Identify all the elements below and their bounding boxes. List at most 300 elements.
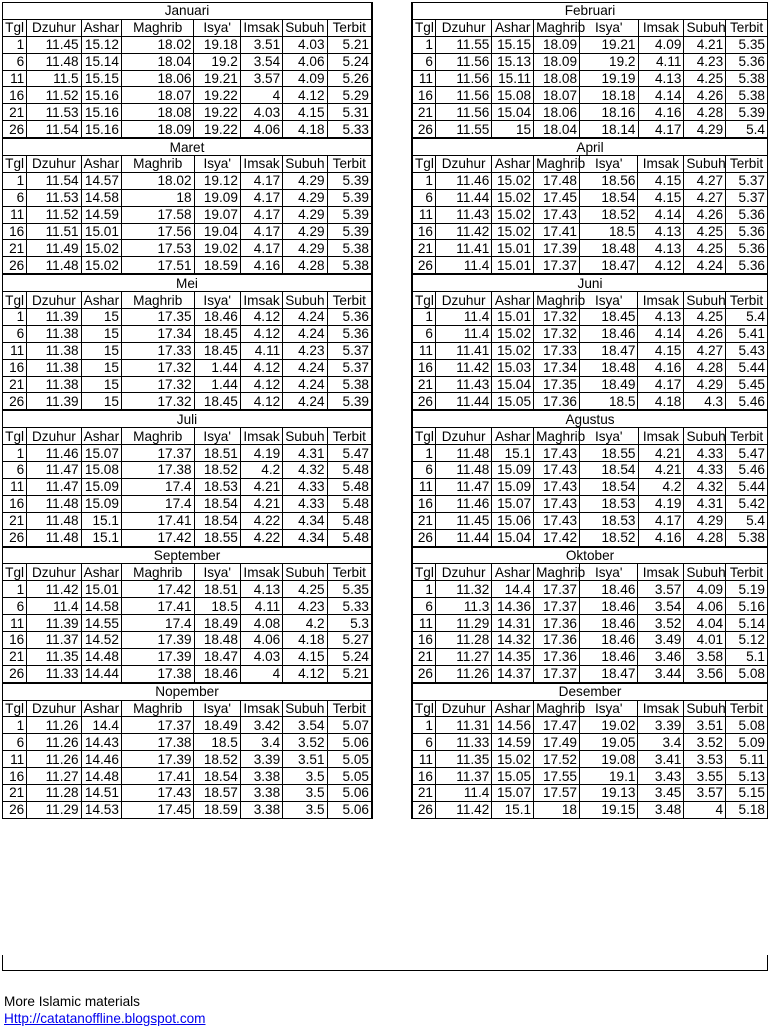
table-cell: 11.46 (435, 172, 491, 189)
column-header: Terbit (726, 428, 768, 445)
table-cell: 18.14 (580, 121, 638, 138)
table-cell: 5.36 (726, 240, 768, 257)
table-row (413, 257, 768, 274)
table-cell: 17.37 (534, 257, 580, 274)
table-cell: 15.13 (492, 53, 534, 70)
table-cell: 4.29 (684, 512, 726, 529)
column-gap (372, 410, 412, 546)
table-cell: 15.04 (492, 376, 534, 393)
table-cell: 4.17 (240, 206, 282, 223)
table-cell: 19.21 (194, 70, 240, 87)
table-cell: 19.02 (194, 240, 240, 257)
table-row (3, 36, 372, 53)
table-cell: 4.2 (283, 615, 327, 632)
table-cell: 18 (534, 801, 580, 818)
table-cell: 17.43 (534, 206, 580, 223)
table-cell: 17.41 (534, 223, 580, 240)
table-cell: 21 (413, 240, 436, 257)
table-cell: 17.33 (534, 342, 580, 359)
table-cell: 5.08 (726, 665, 768, 682)
table-cell: 15.15 (81, 70, 121, 87)
table-cell: 4.32 (684, 478, 726, 495)
table-cell: 3.5 (283, 801, 327, 818)
table-cell: 11.55 (435, 121, 491, 138)
table-cell: 19.18 (194, 36, 240, 53)
table-row (413, 87, 768, 104)
table-cell: 4.2 (240, 462, 282, 479)
table-cell: 5.21 (327, 36, 371, 53)
column-gap (372, 2, 412, 138)
table-row (413, 751, 768, 768)
table-cell: 11.4 (435, 257, 491, 274)
table-cell: 11.47 (27, 478, 81, 495)
table-cell: 3.57 (684, 784, 726, 801)
table-cell: 4.28 (283, 257, 327, 274)
table-row (3, 598, 372, 615)
table-cell: 15.06 (492, 512, 534, 529)
table-cell: 17.32 (121, 393, 194, 410)
table-cell: 11.28 (435, 631, 491, 648)
table-cell: 6 (413, 734, 436, 751)
table-cell: 15.02 (492, 189, 534, 206)
footer-link[interactable]: Http://catatanoffline.blogspot.com (4, 1011, 206, 1026)
table-cell: 16 (3, 223, 27, 240)
column-header: Terbit (726, 564, 768, 581)
column-header: Isya' (580, 19, 638, 36)
table-cell: 1 (413, 172, 436, 189)
table-cell: 6 (413, 598, 436, 615)
table-cell: 21 (413, 376, 436, 393)
month-block (2, 547, 372, 683)
table-cell: 17.53 (121, 240, 194, 257)
table-cell: 16 (3, 768, 27, 785)
table-row (3, 172, 372, 189)
table-cell: 4.24 (684, 257, 726, 274)
table-cell: 11 (413, 751, 436, 768)
table-cell: 19.21 (580, 36, 638, 53)
column-gap (372, 683, 412, 819)
column-header: Tgl (413, 292, 436, 309)
table-cell: 4.12 (240, 325, 282, 342)
table-cell: 18.45 (194, 325, 240, 342)
table-cell: 21 (413, 648, 436, 665)
table-row (413, 70, 768, 87)
column-header: Terbit (327, 156, 371, 173)
table-row (3, 512, 372, 529)
table-cell: 5.24 (327, 648, 371, 665)
table-cell: 15.01 (492, 240, 534, 257)
table-cell: 5.14 (726, 615, 768, 632)
column-header: Isya' (194, 292, 240, 309)
table-cell: 4.13 (638, 240, 684, 257)
table-cell: 4.18 (283, 631, 327, 648)
table-cell: 18.54 (580, 462, 638, 479)
table-cell: 15.1 (81, 512, 121, 529)
table-cell: 18.49 (194, 717, 240, 734)
column-header: Tgl (413, 564, 436, 581)
table-cell: 17.37 (534, 581, 580, 598)
table-cell: 11 (3, 206, 27, 223)
table-cell: 4.06 (283, 53, 327, 70)
table-cell: 3.51 (240, 36, 282, 53)
table-cell: 4.23 (283, 342, 327, 359)
column-header: Tgl (3, 700, 27, 717)
column-header: Subuh (283, 156, 327, 173)
table-cell: 5.13 (726, 768, 768, 785)
table-cell: 6 (3, 598, 27, 615)
table-cell: 18.55 (194, 529, 240, 546)
table-cell: 5.33 (327, 121, 371, 138)
table-cell: 5.33 (327, 598, 371, 615)
table-cell: 4.14 (638, 325, 684, 342)
table-cell: 18.46 (579, 598, 637, 615)
month-block (412, 2, 768, 138)
table-cell: 11.26 (435, 665, 491, 682)
table-row (3, 768, 372, 785)
table-cell: 4.09 (684, 581, 726, 598)
table-cell: 17.48 (534, 172, 580, 189)
month-table (2, 274, 372, 410)
column-header: Subuh (684, 564, 726, 581)
table-cell: 4.34 (283, 512, 327, 529)
table-cell: 4.23 (684, 53, 726, 70)
column-gap (372, 138, 412, 274)
month-table (2, 410, 372, 546)
table-row (413, 598, 768, 615)
table-cell: 5.39 (327, 172, 371, 189)
table-cell: 11.48 (27, 529, 81, 546)
table-cell: 3.5 (283, 784, 327, 801)
column-header: Terbit (726, 292, 768, 309)
month-title: April (413, 139, 768, 156)
table-cell: 5.42 (726, 495, 768, 512)
column-header: Ashar (492, 19, 534, 36)
table-cell: 5.48 (327, 462, 371, 479)
table-cell: 5.44 (726, 359, 768, 376)
table-cell: 19.22 (194, 87, 240, 104)
table-cell: 4.12 (638, 257, 684, 274)
table-cell: 5.1 (726, 648, 768, 665)
table-cell: 19.22 (194, 104, 240, 121)
table-cell: 11.47 (27, 462, 81, 479)
table-cell: 5.09 (726, 734, 768, 751)
table-cell: 19.22 (194, 121, 240, 138)
table-cell: 4.24 (283, 309, 327, 326)
table-cell: 5.41 (726, 325, 768, 342)
table-cell: 11.55 (435, 36, 491, 53)
table-cell: 3.38 (240, 784, 282, 801)
table-cell: 21 (413, 104, 436, 121)
table-cell: 3.53 (684, 751, 726, 768)
table-cell: 18.47 (579, 342, 637, 359)
table-row (413, 393, 768, 410)
table-cell: 11 (3, 70, 27, 87)
table-cell: 17.38 (121, 665, 194, 682)
table-cell: 11.48 (27, 53, 81, 70)
table-cell: 4.12 (240, 393, 282, 410)
table-cell: 17.42 (121, 581, 194, 598)
column-header: Dzuhur (27, 156, 81, 173)
column-header: Ashar (81, 156, 121, 173)
table-cell: 3.54 (240, 53, 282, 70)
month-table (412, 2, 768, 138)
table-cell: 15.1 (492, 445, 534, 462)
table-cell: 11.44 (435, 189, 491, 206)
table-cell: 4.15 (283, 648, 327, 665)
footer (4, 993, 206, 1027)
table-cell: 17.43 (534, 478, 580, 495)
table-row (3, 445, 372, 462)
table-cell: 3.44 (638, 665, 684, 682)
table-cell: 15.08 (81, 462, 121, 479)
table-cell: 5.37 (726, 172, 768, 189)
table-row (413, 376, 768, 393)
table-cell: 11.47 (435, 478, 491, 495)
table-cell: 14.37 (492, 665, 534, 682)
table-cell: 18.48 (579, 240, 637, 257)
table-cell: 17.42 (121, 529, 194, 546)
table-cell: 17.4 (121, 478, 194, 495)
column-header: Ashar (81, 19, 121, 36)
table-row (3, 70, 372, 87)
table-cell: 1 (3, 445, 27, 462)
table-cell: 11.39 (27, 615, 81, 632)
table-cell: 3.46 (638, 648, 684, 665)
column-header: Dzuhur (27, 700, 81, 717)
table-row (3, 223, 372, 240)
table-cell: 21 (3, 648, 27, 665)
month-title: Oktober (413, 547, 768, 564)
table-cell: 11.52 (27, 87, 81, 104)
table-cell: 15.07 (492, 495, 534, 512)
table-cell: 15.01 (81, 223, 121, 240)
table-cell: 18.07 (534, 87, 580, 104)
table-cell: 14.57 (81, 172, 121, 189)
table-cell: 3.57 (638, 581, 684, 598)
table-cell: 11.4 (435, 784, 491, 801)
table-cell: 17.41 (121, 512, 194, 529)
column-header: Isya' (194, 700, 240, 717)
table-cell: 18.08 (121, 104, 194, 121)
table-cell: 3.57 (240, 70, 282, 87)
table-cell: 17.34 (121, 325, 194, 342)
table-cell: 5.48 (327, 495, 371, 512)
table-cell: 11.38 (27, 376, 81, 393)
table-cell: 4.29 (684, 121, 726, 138)
table-cell: 5.06 (327, 734, 371, 751)
table-cell: 14.44 (81, 665, 121, 682)
table-cell: 15.1 (81, 529, 121, 546)
table-cell: 3.52 (283, 734, 327, 751)
table-cell: 4.27 (684, 342, 726, 359)
column-header: Subuh (283, 292, 327, 309)
table-cell: 4.33 (684, 445, 726, 462)
table-cell: 17.38 (121, 462, 194, 479)
table-row (413, 495, 768, 512)
table-cell: 16 (413, 768, 436, 785)
column-header: Dzuhur (27, 428, 81, 445)
table-cell: 18.02 (121, 172, 194, 189)
table-cell: 4.22 (240, 529, 282, 546)
table-cell: 6 (413, 53, 436, 70)
month-table (2, 138, 372, 274)
table-cell: 18.5 (194, 598, 240, 615)
table-row (413, 359, 768, 376)
table-cell: 4.03 (240, 104, 282, 121)
table-cell: 5.05 (327, 751, 371, 768)
table-cell: 3.5 (283, 768, 327, 785)
table-cell: 5.07 (327, 717, 371, 734)
table-cell: 15.01 (81, 581, 121, 598)
table-row (3, 325, 372, 342)
table-row (3, 462, 372, 479)
table-cell: 11.27 (435, 648, 491, 665)
table-cell: 17.32 (534, 309, 580, 326)
table-cell: 17.41 (121, 598, 194, 615)
table-cell: 21 (3, 376, 27, 393)
table-cell: 17.36 (534, 615, 580, 632)
table-cell: 19.08 (579, 751, 637, 768)
table-row (413, 189, 768, 206)
table-cell: 3.41 (638, 751, 684, 768)
table-cell: 5.48 (327, 512, 371, 529)
table-cell: 1 (413, 445, 436, 462)
table-cell: 3.38 (240, 801, 282, 818)
month-title: Mei (3, 275, 372, 292)
table-cell: 4.13 (240, 581, 282, 598)
table-cell: 15 (81, 325, 121, 342)
table-cell: 3.56 (684, 665, 726, 682)
table-cell: 3.4 (638, 734, 684, 751)
table-cell: 11.46 (27, 445, 81, 462)
table-cell: 1.44 (194, 359, 240, 376)
table-cell: 18.5 (579, 223, 637, 240)
table-cell: 26 (3, 529, 27, 546)
table-cell: 15.01 (492, 257, 534, 274)
table-cell: 4.15 (638, 172, 684, 189)
table-cell: 6 (3, 325, 27, 342)
table-cell: 4.08 (240, 615, 282, 632)
table-cell: 4.17 (240, 240, 282, 257)
table-cell: 16 (3, 495, 27, 512)
table-cell: 18.54 (579, 189, 637, 206)
table-cell: 15.02 (81, 240, 121, 257)
table-cell: 4.17 (240, 223, 282, 240)
column-header: Dzuhur (435, 428, 491, 445)
column-header: Imsak (240, 564, 282, 581)
table-cell: 5.06 (327, 784, 371, 801)
table-cell: 3.39 (638, 717, 684, 734)
table-cell: 18.59 (194, 801, 240, 818)
table-cell: 4.09 (283, 70, 327, 87)
table-cell: 5.46 (726, 393, 768, 410)
table-cell: 15.09 (492, 478, 534, 495)
table-cell: 11.5 (27, 70, 81, 87)
column-header: Ashar (492, 428, 534, 445)
table-cell: 18.46 (579, 631, 637, 648)
table-row (3, 393, 372, 410)
column-header: Imsak (638, 19, 684, 36)
table-cell: 4.31 (283, 445, 327, 462)
table-cell: 1 (3, 309, 27, 326)
table-cell: 6 (3, 734, 27, 751)
table-cell: 15.07 (492, 784, 534, 801)
table-cell: 18.56 (579, 172, 637, 189)
table-row (413, 512, 768, 529)
table-cell: 4.25 (283, 581, 327, 598)
table-cell: 5.37 (327, 359, 371, 376)
table-row (3, 648, 372, 665)
table-row (413, 648, 768, 665)
table-cell: 5.38 (327, 376, 371, 393)
column-header: Imsak (240, 700, 282, 717)
table-cell: 14.52 (81, 631, 121, 648)
table-cell: 17.58 (121, 206, 194, 223)
month-title: Januari (3, 3, 372, 20)
table-row (3, 665, 372, 682)
table-cell: 17.42 (534, 529, 580, 546)
table-cell: 4.15 (638, 342, 684, 359)
table-cell: 18.5 (579, 393, 637, 410)
table-cell: 4.21 (240, 478, 282, 495)
table-cell: 19.07 (194, 206, 240, 223)
table-cell: 4.11 (240, 598, 282, 615)
table-cell: 3.49 (638, 631, 684, 648)
table-cell: 17.4 (121, 615, 194, 632)
table-cell: 3.54 (638, 598, 684, 615)
table-cell: 4.04 (684, 615, 726, 632)
table-cell: 4.16 (638, 529, 684, 546)
table-cell: 18.46 (579, 615, 637, 632)
table-cell: 5.48 (327, 478, 371, 495)
table-row (413, 342, 768, 359)
table-cell: 4.11 (638, 53, 684, 70)
column-header: Subuh (684, 428, 726, 445)
column-header: Tgl (413, 156, 436, 173)
table-cell: 18.06 (121, 70, 194, 87)
table-row (413, 36, 768, 53)
table-row (3, 206, 372, 223)
table-cell: 4.17 (240, 172, 282, 189)
table-cell: 1 (3, 36, 27, 53)
months-grid (2, 2, 768, 819)
table-cell: 26 (3, 393, 27, 410)
column-header: Maghrib (121, 156, 194, 173)
table-cell: 11.33 (27, 665, 81, 682)
column-header: Tgl (413, 428, 436, 445)
table-cell: 5.38 (726, 87, 768, 104)
table-cell: 21 (3, 104, 27, 121)
table-cell: 17.51 (121, 257, 194, 274)
column-header: Maghrib (534, 428, 580, 445)
table-cell: 18.52 (194, 462, 240, 479)
table-cell: 17.37 (534, 598, 580, 615)
table-cell: 4.12 (240, 359, 282, 376)
table-cell: 5.44 (726, 478, 768, 495)
table-cell: 18.54 (580, 478, 638, 495)
column-header: Imsak (240, 156, 282, 173)
month-title: Juni (413, 275, 768, 292)
month-title: Desember (413, 683, 768, 700)
month-block (2, 410, 372, 546)
column-header: Maghrib (534, 564, 580, 581)
table-cell: 5.35 (726, 36, 768, 53)
month-title: Juli (3, 411, 372, 428)
table-cell: 3.45 (638, 784, 684, 801)
table-cell: 4.25 (684, 223, 726, 240)
table-cell: 15.03 (492, 359, 534, 376)
table-cell: 14.36 (492, 598, 534, 615)
